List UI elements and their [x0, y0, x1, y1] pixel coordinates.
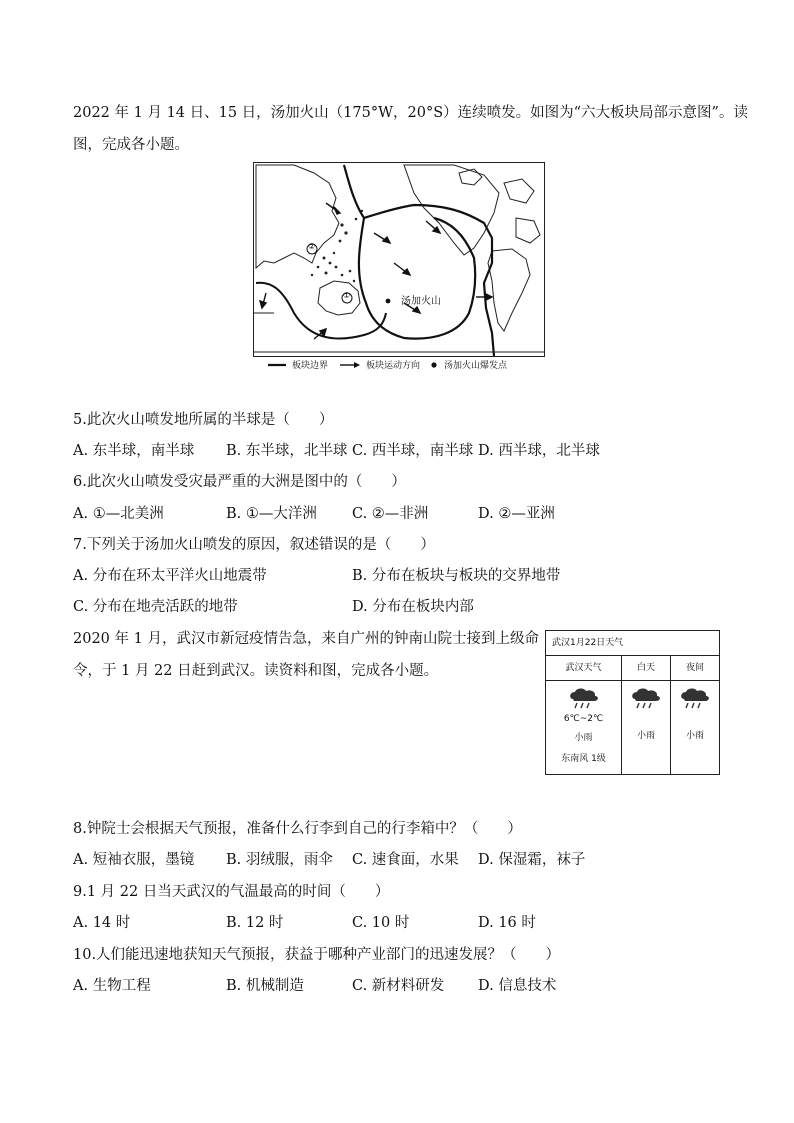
q10-option-a[interactable]: A. 生物工程	[73, 978, 151, 994]
q9-option-a[interactable]: A. 14 时	[73, 915, 131, 931]
q8-option-b[interactable]: B. 羽绒服，雨伞	[226, 852, 333, 868]
q7-option-b[interactable]: B. 分布在板块与板块的交界地带	[352, 568, 561, 584]
australia-outline	[318, 281, 360, 315]
plate-map	[253, 162, 545, 357]
weather-cond-city: 小雨	[574, 733, 593, 743]
weather-head-city: 武汉天气	[546, 656, 621, 681]
legend-boundary: 板块边界	[292, 361, 329, 371]
q7-option-a[interactable]: A. 分布在环太平洋火山地震带	[73, 568, 267, 584]
point-legend-icon	[430, 361, 438, 369]
q6-option-b[interactable]: B. ①—大洋洲	[226, 506, 317, 522]
plate-map-svg	[254, 163, 544, 356]
q10-option-b[interactable]: B. 机械制造	[226, 978, 304, 994]
q6-option-a[interactable]: A. ①—北美洲	[73, 506, 164, 522]
weather-head-night: 夜间	[671, 656, 719, 681]
intro2-line-1: 2020 年 1 月，武汉市新冠疫情告急，来自广州的钟南山院士接到上级命	[73, 631, 539, 647]
q7-option-c[interactable]: C. 分布在地壳活跃的地带	[73, 599, 238, 615]
weather-col-city	[546, 656, 622, 774]
rain-cloud-icon	[678, 687, 712, 709]
q6-option-d[interactable]: D. ②—亚洲	[478, 506, 555, 522]
north-atlantic-islands	[459, 169, 540, 243]
rain-cloud-icon	[629, 687, 663, 709]
q10-option-d[interactable]: D. 信息技术	[478, 978, 557, 994]
q8-option-a[interactable]: A. 短袖衣服，墨镜	[73, 852, 195, 868]
question-7-stem: 7.下列关于汤加火山喷发的原因，叙述错误的是（ ）	[73, 537, 435, 553]
volcano-point	[386, 299, 391, 304]
boundary-legend-icon	[268, 362, 286, 368]
weather-forecast-box	[545, 630, 720, 775]
question-8-stem: 8.钟院士会根据天气预报，准备什么行李到自己的行李箱中？（ ）	[73, 821, 522, 837]
q8-option-d[interactable]: D. 保湿霜，袜子	[478, 852, 586, 868]
pacific-plate-boundary-west	[359, 218, 475, 339]
weather-temp: 6℃~2℃	[563, 714, 604, 724]
q5-option-d[interactable]: D. 西半球，北半球	[478, 443, 600, 459]
question-9-stem: 9.1 月 22 日当天武汉的气温最高的时间（ ）	[73, 884, 390, 900]
marker-2-label: ②	[308, 242, 316, 251]
direction-legend-icon	[340, 361, 360, 369]
q5-option-c[interactable]: C. 西半球，南半球	[352, 443, 474, 459]
intro-line-1: 2022 年 1 月 14 日、15 日，汤加火山（175°W，20°S）连续喷发。如图为“六大板块局部示意图”。读	[73, 105, 748, 121]
marker-1-label: ①	[343, 291, 351, 300]
legend-point: 汤加火山爆发点	[444, 361, 508, 371]
weather-col-day	[622, 656, 671, 774]
weather-title: 武汉1月22日天气	[546, 631, 719, 656]
asia-coast	[256, 165, 339, 268]
q8-option-c[interactable]: C. 速食面，水果	[352, 852, 459, 868]
question-5-stem: 5.此次火山喷发地所属的半球是（ ）	[73, 412, 334, 428]
q5-option-a[interactable]: A. 东半球，南半球	[73, 443, 195, 459]
question-10-stem: 10.人们能迅速地获知天气预报，获益于哪种产业部门的迅速发展？（ ）	[73, 947, 561, 963]
q5-option-b[interactable]: B. 东半球，北半球	[226, 443, 348, 459]
question-6-stem: 6.此次火山喷发受灾最严重的大洲是图中的（ ）	[73, 474, 406, 490]
weather-cond-night: 小雨	[685, 731, 704, 741]
island-dots	[311, 210, 363, 282]
rain-cloud-icon	[567, 687, 601, 709]
weather-col-night	[671, 656, 719, 774]
legend-direction: 板块运动方向	[366, 361, 421, 371]
south-america-coast	[488, 249, 530, 331]
q10-option-c[interactable]: C. 新材料研发	[352, 978, 445, 994]
intro2-line-2: 令，于 1 月 22 日赶到武汉。读资料和图，完成各小题。	[73, 663, 439, 679]
map-legend	[268, 358, 507, 371]
motion-arrows	[260, 203, 492, 339]
weather-wind: 东南风 1级	[561, 754, 606, 764]
q9-option-c[interactable]: C. 10 时	[352, 915, 410, 931]
pacific-plate-boundary-east	[344, 165, 494, 356]
q6-option-c[interactable]: C. ②—非洲	[352, 506, 429, 522]
q9-option-b[interactable]: B. 12 时	[226, 915, 284, 931]
q9-option-d[interactable]: D. 16 时	[478, 915, 536, 931]
weather-head-day: 白天	[622, 656, 670, 681]
intro-line-2: 图，完成各小题。	[73, 137, 189, 153]
weather-cond-day: 小雨	[636, 731, 655, 741]
q7-option-d[interactable]: D. 分布在板块内部	[352, 599, 474, 615]
volcano-label: 汤加火山	[401, 296, 441, 307]
